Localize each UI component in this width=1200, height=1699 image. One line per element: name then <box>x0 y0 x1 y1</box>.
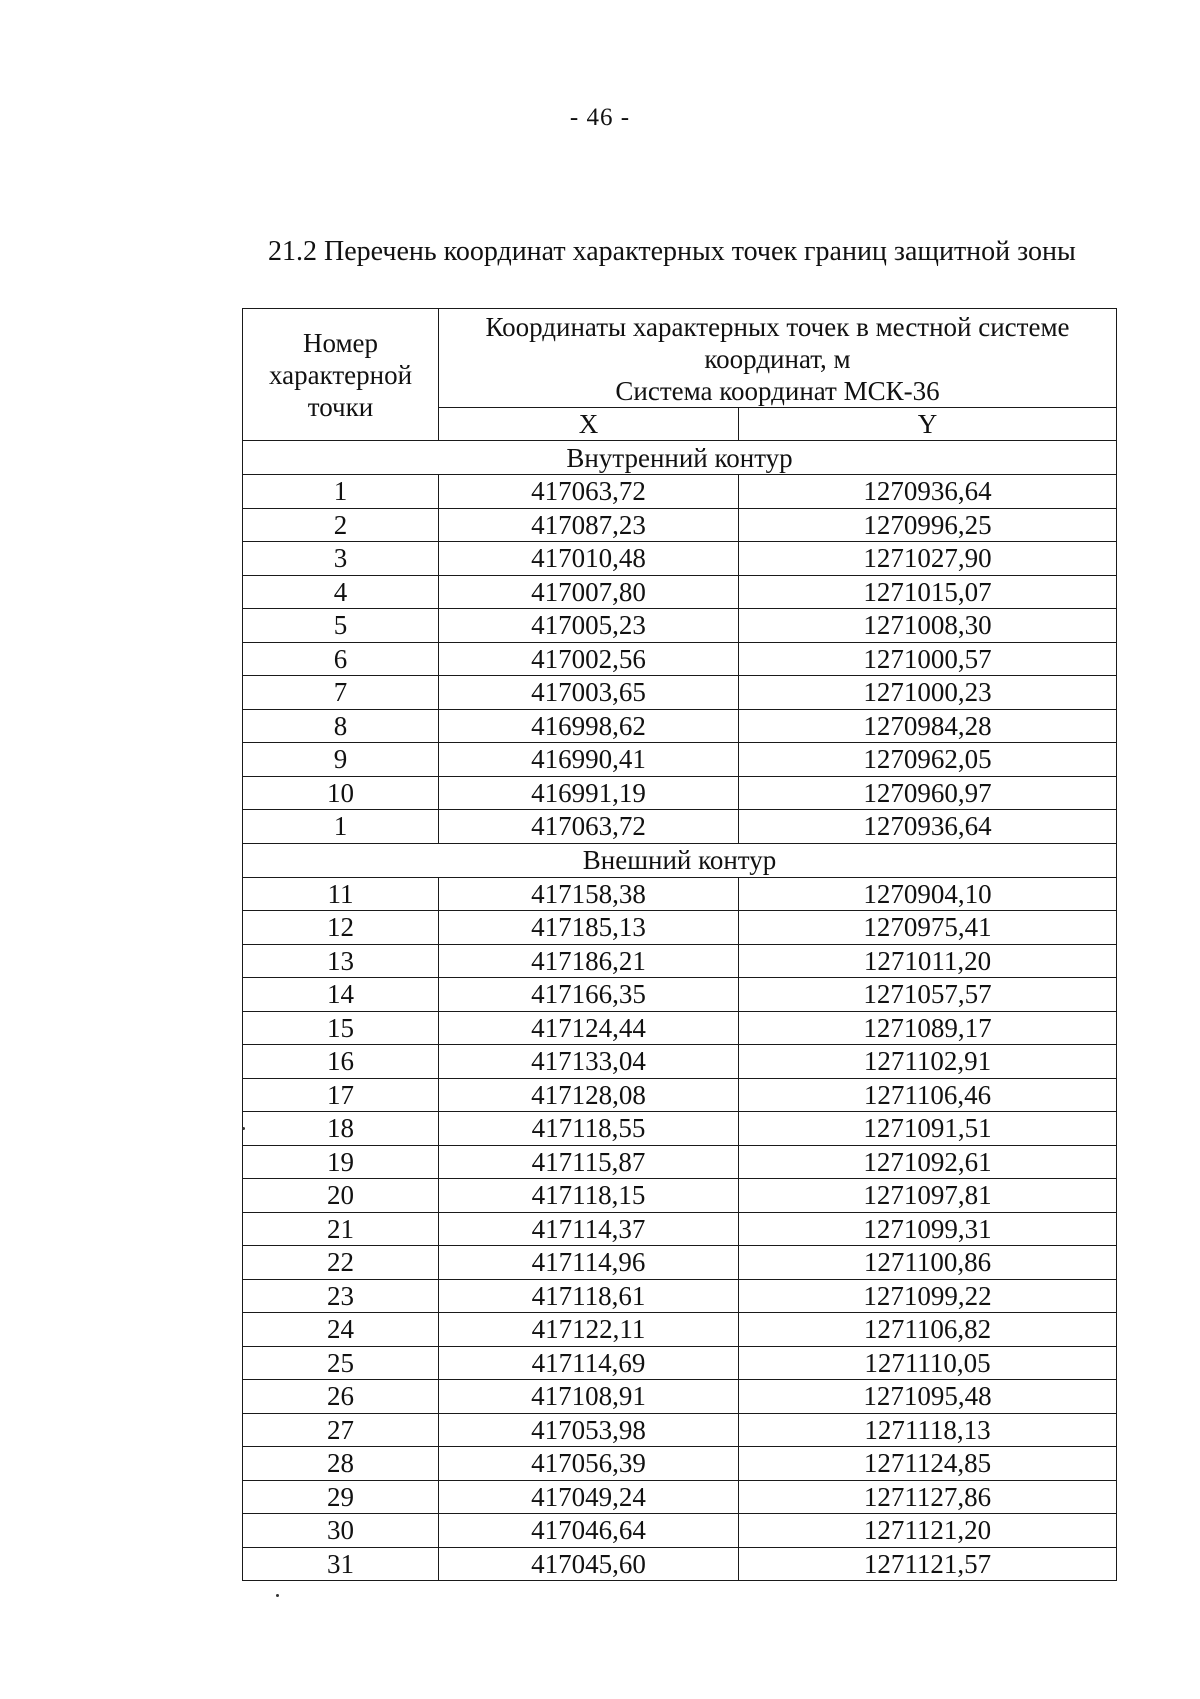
x-coordinate-cell: 417108,91 <box>439 1380 739 1414</box>
point-number-cell: 10 <box>243 776 439 810</box>
table-row <box>243 1279 1117 1313</box>
table-row <box>243 1547 1117 1581</box>
coordinates-header-line-2: Система координат МСК-36 <box>615 376 940 406</box>
x-coordinate-cell: 417087,23 <box>439 508 739 542</box>
table-row <box>243 709 1117 743</box>
table-row <box>243 743 1117 777</box>
x-coordinate-cell: 417128,08 <box>439 1078 739 1112</box>
coordinates-table <box>242 308 1117 1581</box>
table-row <box>243 1011 1117 1045</box>
y-coordinate-cell: 1270975,41 <box>739 911 1117 945</box>
table-row <box>243 676 1117 710</box>
table-row <box>243 1212 1117 1246</box>
section-title: Внешний контур <box>243 843 1117 877</box>
x-coordinate-cell: 417063,72 <box>439 810 739 844</box>
y-coordinate-cell: 1271121,20 <box>739 1514 1117 1548</box>
x-coordinate-cell: 417005,23 <box>439 609 739 643</box>
x-coordinate-cell: 417003,65 <box>439 676 739 710</box>
table-row <box>243 642 1117 676</box>
table-row <box>243 978 1117 1012</box>
x-coordinate-cell: 416990,41 <box>439 743 739 777</box>
y-coordinate-cell: 1271011,20 <box>739 944 1117 978</box>
x-coordinate-cell: 416991,19 <box>439 776 739 810</box>
x-coordinate-cell: 417114,96 <box>439 1246 739 1280</box>
y-coordinate-cell: 1271092,61 <box>739 1145 1117 1179</box>
section-row <box>243 441 1117 475</box>
y-coordinate-cell: 1271102,91 <box>739 1045 1117 1079</box>
x-coordinate-cell: 417063,72 <box>439 475 739 509</box>
section-heading: 21.2 Перечень координат характерных точек границ защитной зоны <box>268 236 1076 267</box>
point-number-cell: 28 <box>243 1447 439 1481</box>
x-coordinate-cell: 417053,98 <box>439 1413 739 1447</box>
y-coordinate-cell: 1270962,05 <box>739 743 1117 777</box>
table-row <box>243 776 1117 810</box>
table-row <box>243 575 1117 609</box>
table-row <box>243 1447 1117 1481</box>
table-row <box>243 810 1117 844</box>
point-number-cell: 24 <box>243 1313 439 1347</box>
point-number-cell: 1 <box>243 475 439 509</box>
y-coordinate-cell: 1270936,64 <box>739 475 1117 509</box>
point-number-cell: 27 <box>243 1413 439 1447</box>
point-number-cell: 25 <box>243 1346 439 1380</box>
point-number-cell: 15 <box>243 1011 439 1045</box>
x-coordinate-cell: 416998,62 <box>439 709 739 743</box>
point-number-cell: 29 <box>243 1480 439 1514</box>
y-coordinate-cell: 1271057,57 <box>739 978 1117 1012</box>
y-coordinate-cell: 1271100,86 <box>739 1246 1117 1280</box>
x-coordinate-cell: 417114,37 <box>439 1212 739 1246</box>
table-row <box>243 1514 1117 1548</box>
point-number-cell: 19 <box>243 1145 439 1179</box>
point-number-cell: 30 <box>243 1514 439 1548</box>
point-number-cell: 5 <box>243 609 439 643</box>
y-coordinate-cell: 1271118,13 <box>739 1413 1117 1447</box>
point-number-cell: 4 <box>243 575 439 609</box>
point-number-cell: 3 <box>243 542 439 576</box>
table-row <box>243 1112 1117 1146</box>
table-row <box>243 508 1117 542</box>
y-coordinate-cell: 1271000,57 <box>739 642 1117 676</box>
y-coordinate-cell: 1271099,22 <box>739 1279 1117 1313</box>
x-coordinate-cell: 417007,80 <box>439 575 739 609</box>
y-coordinate-cell: 1270904,10 <box>739 877 1117 911</box>
table-body <box>243 441 1117 1581</box>
y-coordinate-cell: 1270936,64 <box>739 810 1117 844</box>
table-row <box>243 1346 1117 1380</box>
point-number-cell: 31 <box>243 1547 439 1581</box>
table-row <box>243 1413 1117 1447</box>
point-number-cell: 20 <box>243 1179 439 1213</box>
table-row <box>243 1045 1117 1079</box>
point-number-cell: 2 <box>243 508 439 542</box>
column-header-y: Y <box>739 408 1117 441</box>
table-header <box>243 309 1117 441</box>
section-title: Внутренний контур <box>243 441 1117 475</box>
scan-speck <box>276 1594 279 1597</box>
y-coordinate-cell: 1271089,17 <box>739 1011 1117 1045</box>
x-coordinate-cell: 417010,48 <box>439 542 739 576</box>
coordinates-header-line-1: Координаты характерных точек в местной системе координат, м <box>485 312 1070 374</box>
column-header-point-number: Номер характерной точки <box>243 309 439 441</box>
point-number-cell: 17 <box>243 1078 439 1112</box>
table-row <box>243 1246 1117 1280</box>
section-row <box>243 843 1117 877</box>
x-coordinate-cell: 417133,04 <box>439 1045 739 1079</box>
x-coordinate-cell: 417114,69 <box>439 1346 739 1380</box>
y-coordinate-cell: 1270960,97 <box>739 776 1117 810</box>
point-number-cell: 11 <box>243 877 439 911</box>
point-number-cell: 8 <box>243 709 439 743</box>
x-coordinate-cell: 417166,35 <box>439 978 739 1012</box>
table-row <box>243 475 1117 509</box>
y-coordinate-cell: 1271121,57 <box>739 1547 1117 1581</box>
column-header-coordinates <box>439 309 1117 408</box>
y-coordinate-cell: 1271097,81 <box>739 1179 1117 1213</box>
table-row <box>243 911 1117 945</box>
scan-speck <box>242 1127 245 1130</box>
x-coordinate-cell: 417185,13 <box>439 911 739 945</box>
y-coordinate-cell: 1271091,51 <box>739 1112 1117 1146</box>
x-coordinate-cell: 417118,55 <box>439 1112 739 1146</box>
point-number-cell: 16 <box>243 1045 439 1079</box>
y-coordinate-cell: 1270984,28 <box>739 709 1117 743</box>
y-coordinate-cell: 1270996,25 <box>739 508 1117 542</box>
x-coordinate-cell: 417115,87 <box>439 1145 739 1179</box>
point-number-cell: 22 <box>243 1246 439 1280</box>
table-row <box>243 1313 1117 1347</box>
y-coordinate-cell: 1271015,07 <box>739 575 1117 609</box>
y-coordinate-cell: 1271008,30 <box>739 609 1117 643</box>
point-number-cell: 9 <box>243 743 439 777</box>
point-number-cell: 18 <box>243 1112 439 1146</box>
table-row <box>243 1145 1117 1179</box>
x-coordinate-cell: 417046,64 <box>439 1514 739 1548</box>
x-coordinate-cell: 417124,44 <box>439 1011 739 1045</box>
table-row <box>243 1480 1117 1514</box>
table-row <box>243 1179 1117 1213</box>
point-number-cell: 7 <box>243 676 439 710</box>
table-row <box>243 542 1117 576</box>
table-row <box>243 1380 1117 1414</box>
y-coordinate-cell: 1271106,82 <box>739 1313 1117 1347</box>
point-number-cell: 21 <box>243 1212 439 1246</box>
x-coordinate-cell: 417158,38 <box>439 877 739 911</box>
table-row <box>243 944 1117 978</box>
y-coordinate-cell: 1271110,05 <box>739 1346 1117 1380</box>
y-coordinate-cell: 1271106,46 <box>739 1078 1117 1112</box>
point-number-cell: 6 <box>243 642 439 676</box>
y-coordinate-cell: 1271027,90 <box>739 542 1117 576</box>
x-coordinate-cell: 417122,11 <box>439 1313 739 1347</box>
point-number-cell: 13 <box>243 944 439 978</box>
y-coordinate-cell: 1271099,31 <box>739 1212 1117 1246</box>
table-row <box>243 1078 1117 1112</box>
point-number-cell: 26 <box>243 1380 439 1414</box>
point-number-cell: 23 <box>243 1279 439 1313</box>
table-row <box>243 877 1117 911</box>
x-coordinate-cell: 417002,56 <box>439 642 739 676</box>
x-coordinate-cell: 417056,39 <box>439 1447 739 1481</box>
column-header-x: X <box>439 408 739 441</box>
y-coordinate-cell: 1271124,85 <box>739 1447 1117 1481</box>
x-coordinate-cell: 417186,21 <box>439 944 739 978</box>
point-number-cell: 12 <box>243 911 439 945</box>
x-coordinate-cell: 417049,24 <box>439 1480 739 1514</box>
point-number-cell: 14 <box>243 978 439 1012</box>
x-coordinate-cell: 417118,61 <box>439 1279 739 1313</box>
y-coordinate-cell: 1271127,86 <box>739 1480 1117 1514</box>
page-number: - 46 - <box>569 104 631 131</box>
point-number-cell: 1 <box>243 810 439 844</box>
y-coordinate-cell: 1271095,48 <box>739 1380 1117 1414</box>
y-coordinate-cell: 1271000,23 <box>739 676 1117 710</box>
x-coordinate-cell: 417118,15 <box>439 1179 739 1213</box>
x-coordinate-cell: 417045,60 <box>439 1547 739 1581</box>
table-row <box>243 609 1117 643</box>
